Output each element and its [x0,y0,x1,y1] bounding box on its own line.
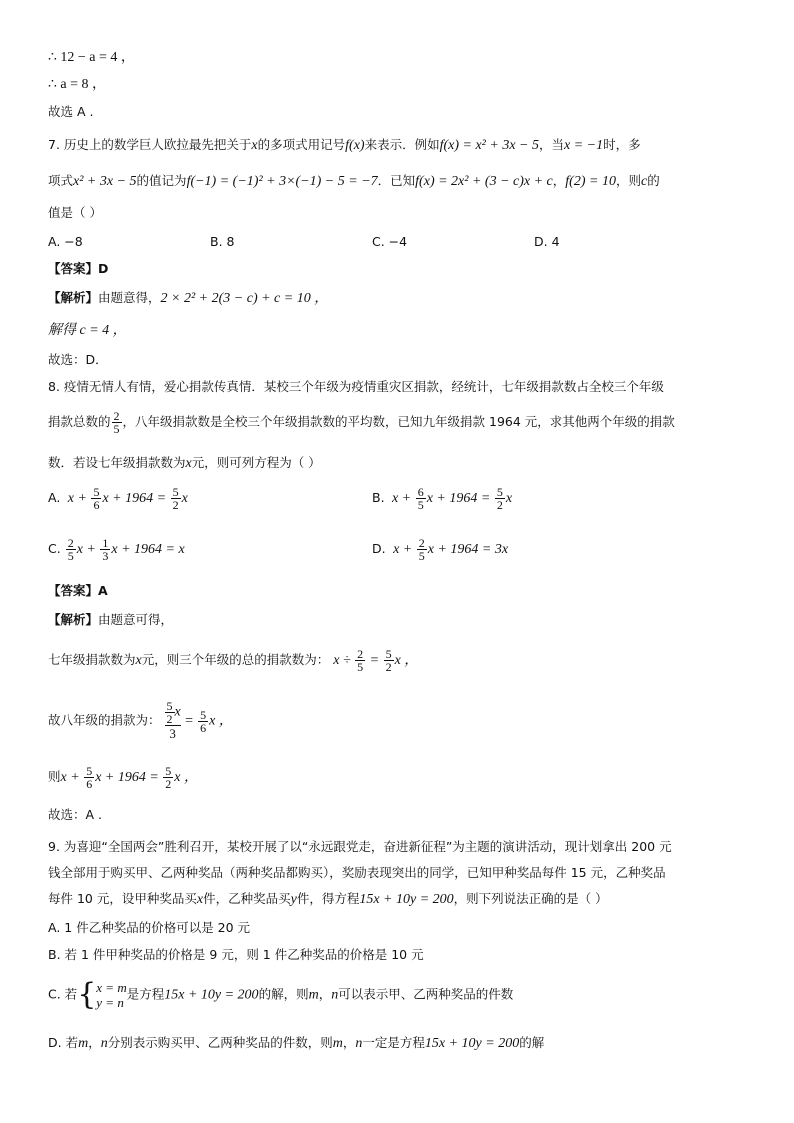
intro-line-3 [48,103,93,121]
q9-line-2: 钱全部用于购买甲、乙两种奖品（两种奖品都购买），奖励表现突出的同学，已知甲种奖品每件 15 元，乙种奖品 [48,865,666,880]
intro-eq-1: ∴ 12 − a = 4 ， [48,50,135,65]
fraction: $\frac{5}{6}$ [93,485,100,512]
q8-analysis [48,611,173,629]
q8-then-line: 则x + $\frac{5}{6}$ x + 1964 = $\frac{5}{2}$ x ， [48,764,199,791]
q9-text: 件，得方程 [296,891,360,906]
q7-option-b: B. 8 [210,234,235,249]
q8-var: x [185,456,192,471]
q7-text: 的 [647,173,660,188]
equation-system: x = m y = n [96,980,127,1010]
q9-option-d [48,1034,544,1053]
q8-text: 元，则可列方程为（ ） [191,455,321,470]
q7-text: 时，多 [603,137,641,152]
q7-text: 项式 [48,173,74,188]
q8-option-c: C. $\frac{2}{5}$ x + $\frac{1}{3}$ x + 1964 = x [48,536,185,563]
q7-math: f(x) = 2x² + (3 − c)x + c [415,174,553,189]
fraction: $\frac{2}{5}$ [357,647,364,674]
q7-option-c: C. −4 [372,234,408,249]
q9-option-b: B. 若 1 件甲种奖品的价格是 9 元，则 1 件乙种奖品的价格是 10 元 [48,947,424,962]
frac-den: 5 [113,422,120,436]
q7-line-3 [48,204,102,222]
q9-text: ， [88,1035,101,1050]
q9-math: 15x + 10y = 200 [164,987,259,1003]
q8-text: 则 [48,769,61,784]
q7-text: ．已知 [377,173,416,188]
q8-text: 由题意可得， [98,612,174,627]
analysis-label: 【解析】 [48,612,99,627]
q7-text: ，则 [615,173,641,188]
q8-option-b: B. x + $\frac{6}{5}$ x + 1964 = $\frac{5}{2}$ x [372,485,513,512]
q9-text: ， [342,1035,356,1050]
nested-fraction: $\frac{5}{2}$ x 3 [166,699,181,741]
intro-eq-2: ∴ a = 8 ， [48,77,107,92]
q7-text: 7. 历史上的数学巨人欧拉最先把关于 [48,137,252,152]
q9-text: 一定是方程 [362,1035,425,1050]
intro-line-1 [48,48,135,67]
q7-option-d: D. 4 [534,234,560,249]
q7-text: 的值记为 [136,173,187,188]
q7-var: x [251,138,258,153]
q9-text: ， [318,986,332,1002]
q8-answer: 【答案】A [48,583,108,598]
q9-var: n [355,1036,363,1051]
q9-option-a: A. 1 件乙种奖品的价格可以是 20 元 [48,920,251,935]
q7-analysis [48,289,328,308]
q7-var: c [640,174,648,189]
q7-line-1 [48,136,641,155]
q8-var: x [135,653,142,668]
q8-text: ，八年级捐款数是全校三个年级捐款数的平均数，已知九年级捐款 1964 元，求其他两个年级的捐款 [122,414,675,429]
analysis-label: 【解析】 [48,290,99,305]
fraction: $\frac{5}{2}$ [172,485,179,512]
q9-text: 的解 [519,1035,545,1050]
q7-solve [48,321,127,340]
q9-text: D. 若 [48,1035,79,1050]
option-label: D. [372,541,386,556]
q9-text: 分别表示购买甲、乙两种奖品的件数，则 [107,1035,333,1050]
q8-option-d: D. x + $\frac{2}{5}$ x + 1964 = 3x [372,536,509,563]
q9-text: C. 若 [48,986,78,1002]
option-label: A. [48,490,61,505]
fraction: $\frac{2}{5}$ [67,536,74,563]
q7-math: 2 × 2² + 2(3 − c) + c = 10 ， [160,291,329,306]
q9-var: n [331,987,339,1003]
q8-text: 故八年级的捐款为： [48,712,161,728]
option-label: B. [372,490,385,505]
option-label: C. [48,541,61,556]
frac-num: 2 [113,409,120,423]
q7-text: ， [552,173,566,188]
q7-answer: 【答案】D [48,261,109,276]
q9-text: 可以表示甲、乙两种奖品的件数 [338,986,514,1002]
q8-option-a: A. x + $\frac{5}{6}$ x + 1964 = $\frac{5}{2}$ x [48,485,188,512]
fraction: $\frac{5}{6}$ [200,707,207,735]
q7-text: 的多项式用记号 [257,137,346,152]
q9-var: m [332,1036,343,1051]
q9-text: ，则下列说法正确的是（ ） [453,891,608,906]
fraction [112,410,122,435]
fraction: $\frac{2}{5}$ [418,536,425,563]
q7-math: f(2) = 10 [565,174,616,189]
q7-math: x = −1 [564,138,604,153]
q7-math: 解得 c = 4 ， [48,323,127,338]
fraction: $\frac{5}{2}$ [496,485,503,512]
intro-line-2 [48,75,106,94]
q8-eighth-line: 故八年级的捐款为： $\frac{5}{2}$ x 3 = $\frac{5}{6}$ x ， [48,699,233,741]
fraction: $\frac{5}{2}$ [165,764,172,791]
q9-var: n [100,1036,108,1051]
q7-text: ，当 [539,137,565,152]
q8-text: 七年级捐款数为 [48,652,136,667]
q7-math: f(x) [345,138,365,153]
q9-text: 的解，则 [258,986,309,1002]
q9-option-c [48,977,514,1012]
fraction: $\frac{1}{3}$ [102,536,109,563]
q9-text: 是方程 [126,986,165,1002]
q8-line-2 [48,410,675,435]
q7-line-2 [48,172,660,191]
q9-var: x [196,892,204,907]
q7-option-a: A. −8 [48,234,83,249]
q8-text: 数．若设七年级捐款数为 [48,455,186,470]
q9-text: 每件 10 元，设甲种奖品买 [48,891,197,906]
fraction: $\frac{5}{6}$ [86,764,93,791]
q9-line-3 [48,890,608,909]
intro-choose: 故选 A . [48,104,94,119]
q7-math: f(x) = x² + 3x − 5 [439,138,539,153]
fraction: $\frac{5}{2}$ [385,647,392,674]
q7-math: f(−1) = (−1)² + 3×(−1) − 5 = −7 [186,174,378,189]
q9-math: 15x + 10y = 200 [359,892,454,907]
q9-text: 件，乙种奖品买 [203,891,291,906]
q8-text: 元，则三个年级的总的捐款数为： [141,652,330,667]
q7-math: x² + 3x − 5 [73,174,137,189]
q9-line-1: 9. 为喜迎“全国两会”胜利召开，某校开展了以“永远跟党走，奋进新征程”为主题的演讲活动，现计划拿出 200 元 [48,839,672,854]
q8-total-line: 七年级捐款数为x元，则三个年级的总的捐款数为： x ÷ $\frac{2}{5}$ = $\frac{5}{2}$ x ， [48,647,419,674]
q7-text: 值是（ ） [48,205,102,220]
q8-text: 捐款总数的 [48,414,111,429]
q7-choose: 故选：D． [48,352,108,367]
q9-var: y [290,892,297,907]
q8-choose: 故选：A . [48,807,102,822]
left-brace-icon: { [77,977,97,1012]
q8-line-3 [48,454,321,473]
q9-var: m [78,1036,89,1051]
q9-var: m [308,987,319,1003]
fraction: $\frac{6}{5}$ [417,485,424,512]
q7-text: 来表示．例如 [364,137,440,152]
q8-line-1: 8. 疫情无情人有情，爱心捐款传真情．某校三个年级为疫情重灾区捐款，经统计，七年级捐款数占全校三个年级 [48,379,664,394]
q9-math: 15x + 10y = 200 [424,1036,520,1051]
q7-text: 由题意得， [98,290,161,305]
